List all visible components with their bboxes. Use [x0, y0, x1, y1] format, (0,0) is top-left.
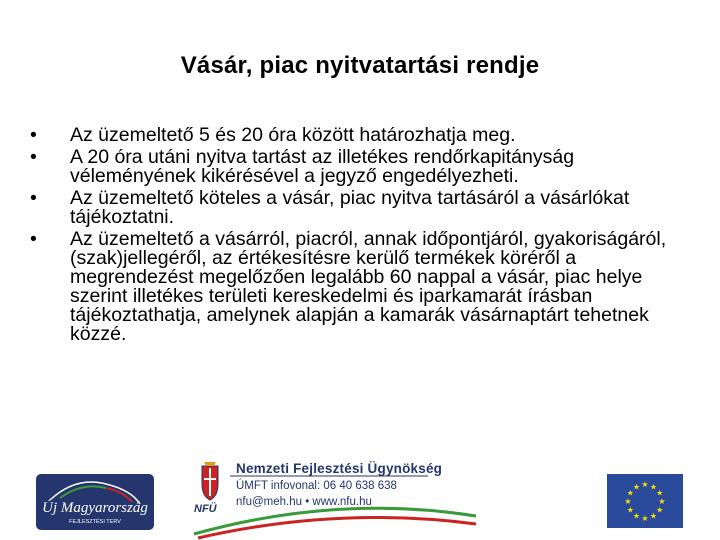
bullet-symbol: • [30, 146, 37, 168]
nfu-logo-block [188, 454, 478, 540]
bullet-symbol: • [30, 124, 37, 146]
bullet-list [30, 126, 680, 347]
eu-star-icon: ★ [656, 505, 664, 515]
bullet-text: A 20 óra utáni nyitva tartást az illetékes rendőrkapitányság véleményének kikérésével a jegyző engedélyezheti. [70, 146, 575, 187]
eu-star-icon: ★ [649, 511, 658, 521]
eu-star-icon: ★ [626, 488, 634, 498]
uj-magyarorszag-subtitle: FEJLESZTÉSI TERV [69, 519, 121, 525]
bullet-text: Az üzemeltető köteles a vásár, piac nyitva tartásáról a vásárlókat tájékoztatni. [70, 187, 630, 228]
bullet-item [30, 126, 680, 145]
eu-star-icon: ★ [632, 511, 641, 521]
eu-star-icon: ★ [656, 488, 664, 498]
coat-of-arms-icon [202, 462, 218, 500]
bullet-item [30, 148, 680, 186]
eu-star-icon: ★ [624, 497, 632, 506]
nfu-infoline: ÚMFT infovonal: 06 40 638 638 [236, 480, 397, 492]
nfu-abbrev: NFÜ [194, 503, 217, 515]
bullet-item [30, 230, 680, 344]
eu-star-icon: ★ [626, 505, 634, 515]
bullet-text: Az üzemeltető a vásárról, piacról, annak időpontjáról, gyakoriságáról, (szak)jellegéről, az értékesítésre kerülő termékek köréről a megrendezést megelőzően legalább 60 nappal a vásár, piac helye szerint illetékes területi kereskedelmi és iparkamarát írásban tájékoztathatja, amelynek alapján a kamarák vásárnaptárt tehetnek közzé. [70, 228, 667, 345]
uj-magyarorszag-logo [36, 474, 154, 530]
eu-star-icon: ★ [658, 497, 666, 506]
eu-star-icon: ★ [649, 482, 658, 492]
eu-star-icon: ★ [641, 514, 649, 523]
eu-star-icon: ★ [641, 480, 649, 489]
slide-title: Vásár, piac nyitvatartási rendje [180, 52, 540, 79]
nfu-name: Nemzeti Fejlesztési Ügynökség [236, 461, 443, 476]
bullet-text: Az üzemeltető 5 és 20 óra között határozhatja meg. [70, 124, 516, 146]
bullet-item [30, 189, 680, 227]
bullet-symbol: • [30, 228, 37, 250]
eu-star-icon: ★ [632, 482, 641, 492]
uj-magyarorszag-name: Új Magyarország [42, 500, 148, 516]
eu-flag-logo [607, 474, 683, 528]
bullet-symbol: • [30, 187, 37, 209]
nfu-contact: nfu@meh.hu • www.nfu.hu [236, 496, 372, 508]
